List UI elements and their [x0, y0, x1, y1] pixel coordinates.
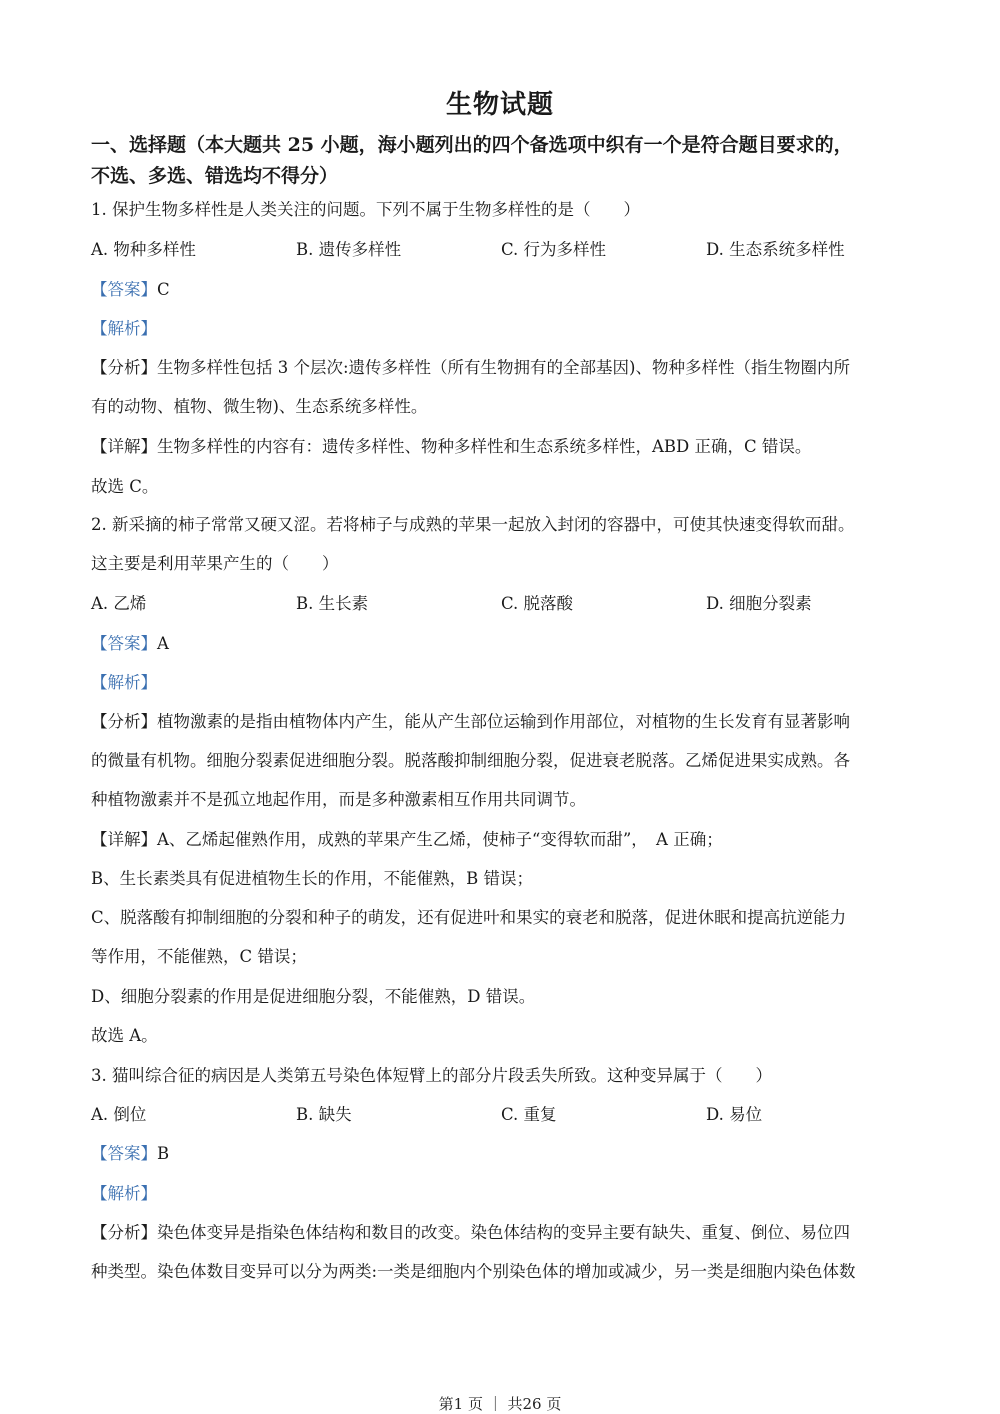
q1-xiangjie-text1: 生物多样性的内容有：遗传多样性、物种多样性和生态系统多样性，ABD 正确，C 错误。: [157, 437, 812, 456]
q3-option-a: A. 倒位: [91, 1105, 147, 1124]
answer-tag: 【答案】: [91, 634, 157, 653]
q2-fenxi-text1: 植物激素的是指由植物体内产生，能从产生部位运输到作用部位，对植物的生长发育有显著影响: [157, 712, 850, 731]
q1-fenxi-line2: 有的动物、植物、微生物)、生态系统多样性。: [91, 397, 428, 416]
q1-stem: 1. 保护生物多样性是人类关注的问题。下列不属于生物多样性的是（ ）: [91, 200, 640, 219]
q2-option-d: D. 细胞分裂素: [706, 594, 812, 613]
q2-option-a: A. 乙烯: [91, 594, 147, 613]
q2-stem-line1: 2. 新采摘的柿子常常又硬又涩。若将柿子与成熟的苹果一起放入封闭的容器中，可使其快速变得软而甜。: [91, 515, 855, 534]
q3-answer-value: B: [157, 1144, 170, 1163]
q1-option-b: B. 遗传多样性: [296, 240, 402, 259]
answer-tag: 【答案】: [91, 1144, 157, 1163]
q2-xiangjie-text1: A、乙烯起催熟作用，成熟的苹果产生乙烯，使柿子“变得软而甜”， A 正确；: [157, 830, 723, 849]
q3-options: [91, 1105, 911, 1125]
q1-answer-value: C: [157, 280, 170, 299]
q1-fenxi-text1: 生物多样性包括 3 个层次:遗传多样性（所有生物拥有的全部基因)、物种多样性（指生物圈内所: [157, 358, 850, 377]
q2-options: [91, 594, 911, 614]
q2-fenxi-line3: 种植物激素并不是孤立地起作用，而是多种激素相互作用共同调节。: [91, 790, 586, 809]
q3-option-b: B. 缺失: [296, 1105, 352, 1124]
q2-detail-c-line2: 等作用，不能催熟，C 错误；: [91, 947, 307, 966]
q1-answer: [91, 280, 921, 300]
q2-detail-d: D、细胞分裂素的作用是促进细胞分裂，不能催熟，D 错误。: [91, 987, 536, 1006]
q2-fenxi-line2: 的微量有机物。细胞分裂素促进细胞分裂。脱落酸抑制细胞分裂，促进衰老脱落。乙烯促进果实成熟。各: [91, 751, 850, 770]
xiangjie-tag: 【详解】: [91, 437, 157, 456]
section-heading-line2: 不选、多选、错选均不得分）: [91, 165, 339, 187]
q1-option-a: A. 物种多样性: [91, 240, 196, 259]
xiangjie-tag: 【详解】: [91, 830, 157, 849]
q2-stem-line2: 这主要是利用苹果产生的（ ）: [91, 554, 339, 573]
q1-option-d: D. 生态系统多样性: [706, 240, 845, 259]
q3-jiexi: [91, 1184, 921, 1204]
q3-option-c: C. 重复: [501, 1105, 557, 1124]
q1-jiexi: [91, 319, 921, 339]
jiexi-tag: 【解析】: [91, 1184, 157, 1203]
q3-stem: 3. 猫叫综合征的病因是人类第五号染色体短臂上的部分片段丢失所致。这种变异属于（ ）: [91, 1066, 772, 1085]
fenxi-tag: 【分析】: [91, 1223, 157, 1242]
q3-answer: [91, 1144, 921, 1164]
q2-answer: [91, 634, 921, 654]
q3-fenxi-line1: [91, 1223, 921, 1243]
q1-conclusion: 故选 C。: [91, 477, 159, 496]
q3-fenxi-text1: 染色体变异是指染色体结构和数目的改变。染色体结构的变异主要有缺失、重复、倒位、易位四: [157, 1223, 850, 1242]
q2-conclusion: 故选 A。: [91, 1026, 158, 1045]
page-footer: 第1 页 ｜ 共26 页: [438, 1395, 562, 1413]
jiexi-tag: 【解析】: [91, 319, 157, 338]
section-heading: [91, 130, 911, 192]
section-heading-line1: 一、选择题（本大题共 25 小题，海小题列出的四个备选项中织有一个是符合题目要求的，: [91, 134, 853, 156]
q2-answer-value: A: [157, 634, 169, 653]
q3-fenxi-line2: 种类型。染色体数目变异可以分为两类:一类是细胞内个别染色体的增加或减少，另一类是细胞内染色体数: [91, 1262, 856, 1281]
q2-jiexi: [91, 673, 921, 693]
page-title: 生物试题: [445, 90, 554, 120]
q1-xiangjie-line1: [91, 437, 921, 457]
q1-options: [91, 240, 911, 260]
q2-xiangjie-line1: [91, 830, 921, 850]
answer-tag: 【答案】: [91, 280, 157, 299]
q1-fenxi-line1: [91, 358, 921, 378]
q1-option-c: C. 行为多样性: [501, 240, 607, 259]
q3-option-d: D. 易位: [706, 1105, 763, 1124]
jiexi-tag: 【解析】: [91, 673, 157, 692]
q2-detail-b: B、生长素类具有促进植物生长的作用，不能催熟，B 错误；: [91, 869, 533, 888]
q2-fenxi-line1: [91, 712, 921, 732]
q2-detail-c-line1: C、脱落酸有抑制细胞的分裂和种子的萌发，还有促进叶和果实的衰老和脱落，促进休眠和提高抗逆能力: [91, 908, 847, 927]
fenxi-tag: 【分析】: [91, 712, 157, 731]
q2-option-c: C. 脱落酸: [501, 594, 574, 613]
q2-option-b: B. 生长素: [296, 594, 369, 613]
fenxi-tag: 【分析】: [91, 358, 157, 377]
